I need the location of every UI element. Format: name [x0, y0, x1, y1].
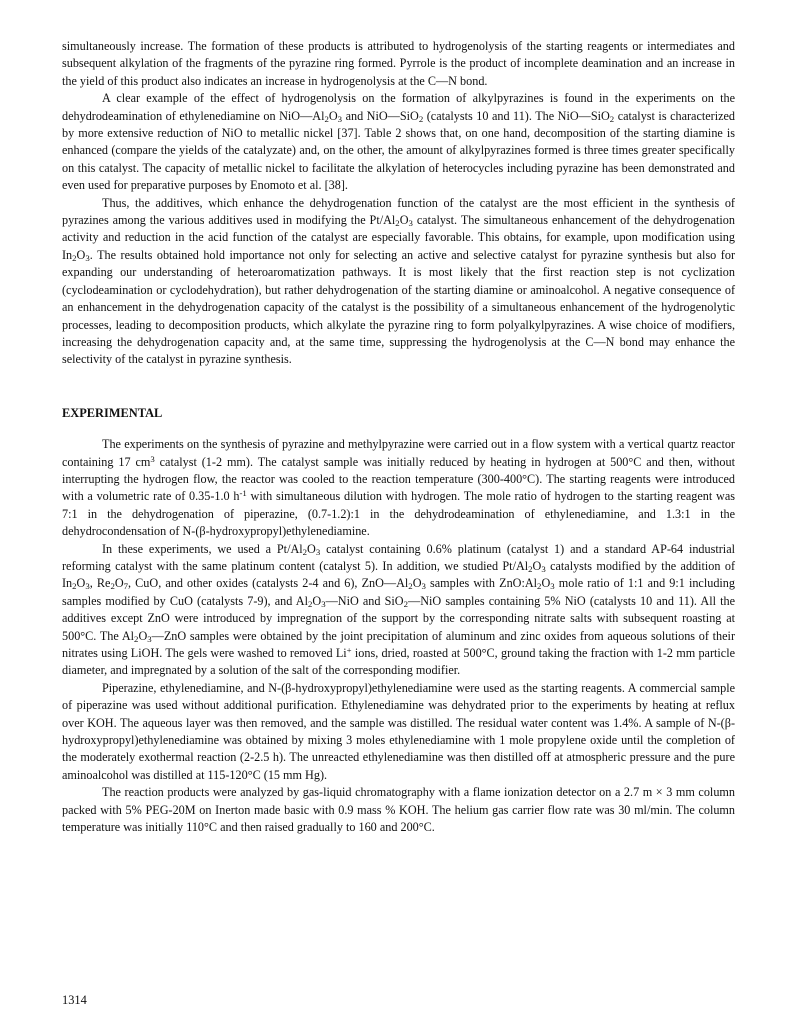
- subscript: 2: [302, 546, 308, 557]
- subscript: 2: [408, 581, 413, 592]
- subscript: 2: [403, 598, 408, 609]
- subscript: 2: [72, 253, 77, 264]
- subscript: 2: [395, 218, 400, 229]
- text-run: O: [328, 108, 338, 123]
- intro-section: [62, 38, 735, 369]
- subscript: 3: [85, 581, 90, 592]
- text-run: O: [541, 576, 551, 591]
- text-run: O: [399, 213, 409, 228]
- text-run: O: [76, 576, 86, 591]
- text-run: and NiO—SiO: [342, 108, 419, 123]
- text-run: The experiments on the synthesis of pyrazine and methylpyrazine were carried out in a flow system with a vertical quartz reactor containing 17 cm: [62, 437, 735, 469]
- text-run: catalyst is characterized by more extensive reduction of NiO to metallic nickel [37]. Table 2 shows that, on one hand, decomposition of the starting diamine is enhanced (compare the yields of the catalyzate) and, on the other, the amount of alkylpyrazines formed is three times greater specifically on this catalyst. The capacity of metallic nickel to facilitate the alkylation of heterocycles including pyrazine has been demonstrated and even used for preparative purposes by Enomoto et al. [38].: [62, 108, 736, 193]
- paragraph: [62, 436, 735, 540]
- text-run: Thus, the additives, which enhance the dehydrogenation function of the catalyst are the most efficient in the synthesis of pyrazines among the various additives used in modifying the Pt/Al: [62, 195, 735, 228]
- subscript: 3: [550, 581, 555, 592]
- text-run: O: [412, 576, 422, 591]
- paragraph: [62, 195, 735, 369]
- subscript: 2: [307, 598, 313, 609]
- text-run: , CuO, and other oxides (catalysts 2-4 and 6), ZnO—Al: [128, 576, 409, 591]
- subscript: 2: [609, 113, 615, 124]
- subscript: 2: [72, 581, 77, 592]
- text-run: , Re: [89, 576, 111, 591]
- text-run: . The results obtained hold importance not only for selecting an active and selective catalyst for pyrazine synthesis but also for expanding our understanding of heteroaromatization pathways. It is most likely that the first reaction step is not cyclization (cyclodeamination or cyclodehydration), but rather dehydrogenation of the starting diamine or aminoalcohol. A negative consequence of an enhancement in the dehydrogenation capacity of the catalyst is the possibility of a simultaneous enhancement of the hydrogenolytic processes, leading to decomposition products, which alkylate the pyrazine ring to form polyalkylpyrazines. A wise choice of modifiers, increasing the dehydrogenation capacity and, at the same time, suppressing the hydrogenolysis at the C—N bond may enhance the selectivity of the catalyst in pyrazine synthesis.: [62, 247, 735, 367]
- text-run: O: [114, 576, 124, 591]
- subscript: 3: [315, 546, 321, 557]
- superscript: 3: [150, 453, 155, 464]
- subscript: 2: [324, 113, 329, 124]
- subscript: 3: [421, 581, 426, 592]
- text-run: catalyst. The simultaneous enhancement of the dehydrogenation activity and reduction in the acid function of the catalyst are especially favorable. This obtains, for example, upon modification using In: [62, 213, 735, 262]
- text-run: (catalysts 10 and 11). The NiO—SiO: [423, 108, 610, 123]
- paragraph: [62, 541, 735, 680]
- text-run: In these experiments, we used a Pt/Al: [102, 541, 303, 556]
- subscript: 3: [408, 218, 413, 229]
- text-run: O: [76, 247, 86, 262]
- subscript: 2: [110, 581, 115, 592]
- text-run: —ZnO samples were obtained by the joint precipitation of aluminum and zinc oxides from aqueous solutions of their nitrates using LiOH. The gels were washed to removed Li: [62, 628, 735, 660]
- text-run: Piperazine, ethylenediamine, and N-(β-hydroxypropyl)ethylenediamine were used as the starting reagents. A commercial sample of piperazine was used without additional purification. Ethylenediamine was dehydrated prior to the experiments by heating at reflux over KOH. The aqueous layer was then removed, and the sample was distilled. The residual water content was 1.4%. A sample of N-(β-hydroxypropyl)ethylenediamine was obtained by mixing 3 moles ethylenediamine with 1 mole propylene oxide until the completion of the moderately exothermal reaction (2-2.5 h). The unreacted ethylenediamine was then distilled off at atmospheric pressure and the pure aminoalcohol was distilled at 115-120°C (15 mm Hg).: [62, 680, 735, 782]
- text-run: catalyst containing 0.6% platinum (catalyst 1) and a standard AP-64 industrial reforming catalyst with the same platinum content (catalyst 5). In addition, we studied Pt/Al: [62, 541, 735, 573]
- subscript: 7: [123, 581, 129, 592]
- subscript: 2: [537, 581, 542, 592]
- text-run: mole ratio of 1:1 and 9:1 including samples modified by CuO (catalysts 7-9), and Al: [62, 576, 735, 608]
- paragraph: [62, 680, 735, 784]
- subscript: 3: [541, 564, 546, 575]
- text-run: simultaneously increase. The formation of these products is attributed to hydrogenolysis of the starting reagents or intermediates and subsequent alkylation of the fragments of the pyrazine ring formed. Pyrrole is the product of incomplete deamination and an increase in the yield of this product also indicates an increase in hydrogenolysis at the C—N bond.: [62, 39, 735, 88]
- superscript: -1: [239, 488, 247, 499]
- paragraph: [62, 784, 735, 836]
- text-run: samples with ZnO:Al: [425, 576, 538, 591]
- subscript: 3: [321, 598, 326, 609]
- subscript: 3: [337, 113, 343, 124]
- text-run: —NiO samples containing 5% NiO (catalysts 10 and 11). All the additives except ZnO were introduced by impregnation of the support by the corresponding nitrate salts with subsequent roasting at 500°C. The Al: [62, 593, 735, 643]
- text-run: O: [138, 628, 148, 643]
- text-run: O: [312, 593, 322, 608]
- page-number: 1314: [62, 993, 87, 1007]
- page-body: [62, 38, 735, 836]
- experimental-section: [62, 436, 735, 836]
- text-run: with simultaneous dilution with hydrogen. The mole ratio of hydrogen to the starting reagent was 7:1 in the dehydrogenation of piperazine, (0.7-1.2):1 in the dehydrodeamination of ethylenediamine, and 1.3:1 in the dehydrocondensation of N-(β-hydroxypropyl)ethylenediamine.: [62, 489, 735, 539]
- text-run: —NiO and SiO: [325, 593, 404, 608]
- section-heading-experimental: EXPERIMENTAL: [62, 405, 163, 420]
- superscript: +: [346, 645, 352, 656]
- paragraph: [62, 38, 735, 90]
- subscript: 2: [134, 633, 139, 644]
- text-run: catalyst (1-2 mm). The catalyst sample was initially reduced by heating in hydrogen at 500°C and then, without interrupting the hydrogen flow, the reactor was cooled to the reaction temperature (300-400°C). The starting reagents were introduced with a volumetric rate of 0.35-1.0 h: [62, 454, 735, 504]
- text-run: The reaction products were analyzed by gas-liquid chromatography with a flame ionization detector on a 2.7 m × 3 mm column packed with 5% PEG-20M on Inerton made basic with 0.9 mass % KOH. The helium gas carrier flow rate was 30 ml/min. The column temperature was initially 110°C and then raised gradually to 160 and 200°C.: [62, 785, 735, 835]
- text-run: A clear example of the effect of hydrogenolysis on the formation of alkylpyrazines is found in the experiments on the dehydrodeamination of ethylenediamine on NiO—Al: [62, 91, 735, 123]
- subscript: 2: [528, 564, 533, 575]
- subscript: 3: [85, 253, 90, 264]
- subscript: 2: [418, 113, 424, 124]
- paragraph: [62, 90, 735, 194]
- subscript: 3: [147, 633, 152, 644]
- text-run: O: [307, 541, 316, 556]
- text-run: O: [532, 558, 542, 573]
- text-run: catalysts modified by the addition of In: [62, 558, 735, 591]
- text-run: ions, dried, roasted at 500°C, ground taking the fraction with 1-2 mm particle diameter, and impregnated by a solution of the salt of the corresponding modifier.: [62, 646, 735, 678]
